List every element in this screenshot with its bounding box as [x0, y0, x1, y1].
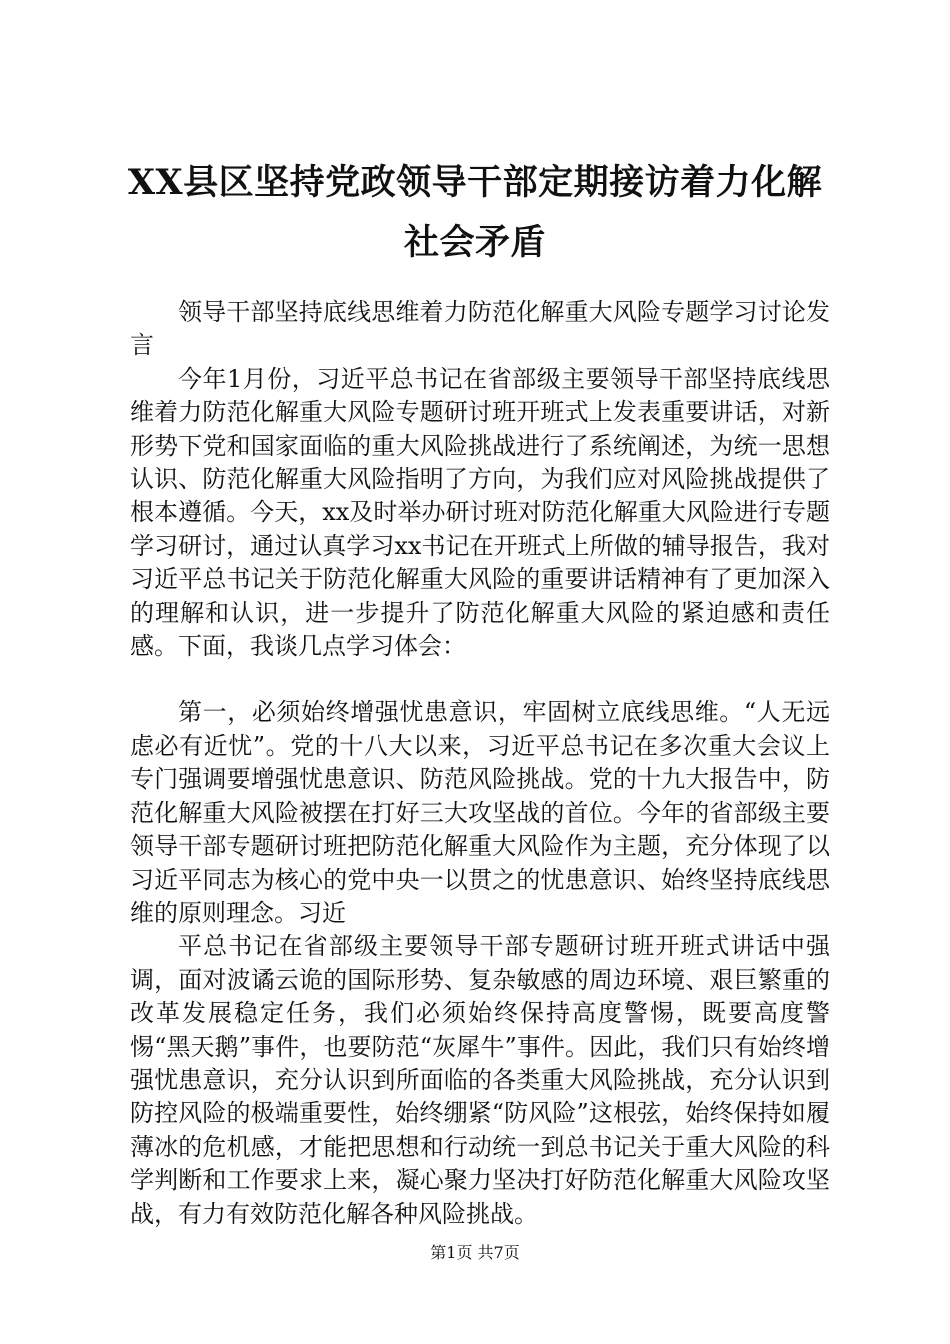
- body-paragraph-first-point: 第一，必须始终增强忧患意识，牢固树立底线思维。“人无远虑必有近忧”。党的十八大以来，习近平总书记在多次重大会议上专门强调要增强忧患意识、防范风险挑战。党的十九大报告中，防范化解重大风险被摆在打好三大攻坚战的首位。今年的省部级主要领导干部专题研讨班把防范化解重大风险作为主题，充分体现了以习近平同志为核心的党中央一以贯之的忧患意识、始终坚持底线思维的原则理念。习近: [130, 698, 830, 927]
- document-title-line-1: XX县区坚持党政领导干部定期接访着力化解: [127, 162, 823, 203]
- body-paragraph-intro: 今年1月份，习近平总书记在省部级主要领导干部坚持底线思维着力防范化解重大风险专题研讨班开班式上发表重要讲话，对新形势下党和国家面临的重大风险挑战进行了系统阐述，为统一思想认识、防范化解重大风险指明了方向，为我们应对风险挑战提供了根本遵循。今天，xx及时举办研讨班对防范化解重大风险进行专题学习研讨，通过认真学习xx书记在开班式上所做的辅导报告，我对习近平总书记关于防范化解重大风险的重要讲话精神有了更加深入的理解和认识，进一步提升了防范化解重大风险的紧迫感和责任感。下面，我谈几点学习体会：: [130, 364, 830, 661]
- document-body: [130, 296, 830, 1231]
- body-paragraph-continuation: 平总书记在省部级主要领导干部专题研讨班开班式讲话中强调，面对波谲云诡的国际形势、复杂敏感的周边环境、艰巨繁重的改革发展稳定任务，我们必须始终保持高度警惕，既要高度警惕“黑天鹅”事件，也要防范“灰犀牛”事件。因此，我们只有始终增强忧患意识，充分认识到所面临的各类重大风险挑战，充分认识到防控风险的极端重要性，始终绷紧“防风险”这根弦，始终保持如履薄冰的危机感，才能把思想和行动统一到总书记关于重大风险的科学判断和工作要求上来，凝心聚力坚决打好防范化解重大风险攻坚战，有力有效防范化解各种风险挑战。: [130, 932, 830, 1228]
- paragraph-spacer: [130, 663, 830, 696]
- subtitle-paragraph: 领导干部坚持底线思维着力防范化解重大风险专题学习讨论发言: [130, 298, 830, 360]
- document-title-line-2: 社会矛盾: [403, 222, 546, 263]
- page-number-footer: 第1页 共7页: [430, 1243, 520, 1262]
